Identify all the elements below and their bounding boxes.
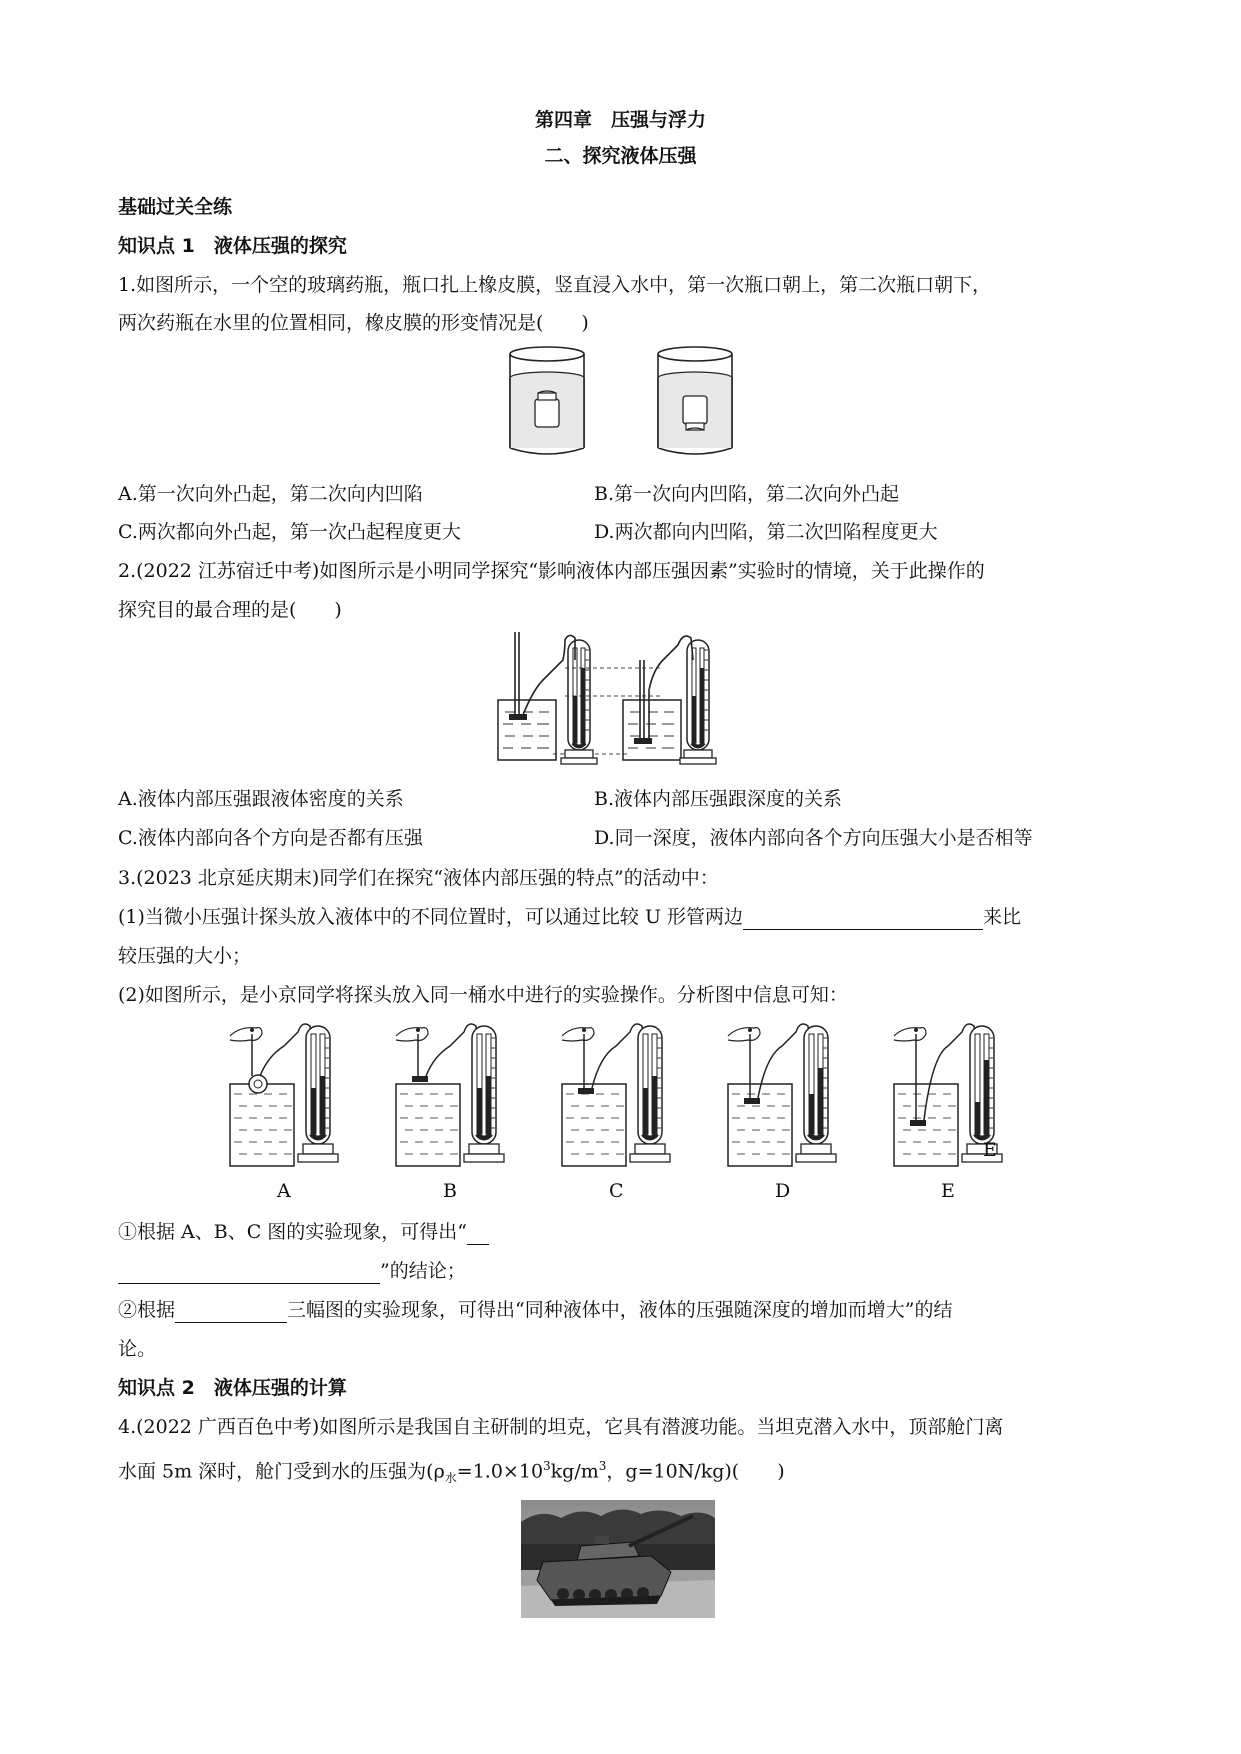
q3-sub1-text-b: ”的结论；	[380, 1260, 466, 1282]
q3-fig-label-c: C	[609, 1180, 624, 1202]
q3-panel-b	[396, 1024, 504, 1166]
q1-option-b[interactable]: B.第一次向内凹陷，第二次向外凸起	[594, 483, 900, 505]
q2-line1: 2.(2022 江苏宿迁中考)如图所示是小明同学探究“影响液体内部压强因素”实验时的情境，关于此操作的	[118, 560, 985, 582]
q3-fig-stray-e: E	[983, 1139, 997, 1161]
q4-sup-3: 3	[543, 1459, 551, 1473]
q3-sub1	[118, 1219, 489, 1245]
q3-fig-label-d: D	[775, 1180, 791, 1202]
q1-figure-beakers	[505, 344, 740, 462]
q3-part1-text-a: (1)当微小压强计探头放入液体中的不同位置时，可以通过比较 U 形管两边	[118, 906, 744, 928]
q3-sub2-cont: 论。	[118, 1338, 157, 1360]
q3-sub1-answer-blank[interactable]	[118, 1263, 380, 1284]
q4-sup-3b: 3	[598, 1459, 607, 1473]
q4-line2	[118, 1453, 785, 1491]
q4-text-a: 水面 5m 深时，舱门受到水的压强为(ρ	[118, 1460, 445, 1483]
q4-text-d: ，g=10N/kg)( )	[606, 1460, 785, 1483]
q2-option-d[interactable]: D.同一深度，液体内部向各个方向压强大小是否相等	[594, 827, 1033, 849]
q3-part1-cont: 较压强的大小；	[118, 945, 252, 967]
q3-part1-answer-blank[interactable]	[743, 909, 983, 930]
q4-text-b: =1.0×10	[456, 1460, 544, 1483]
knowledge-point-2: 知识点 2 液体压强的计算	[118, 1377, 347, 1399]
beaker-bottle-up	[510, 347, 584, 454]
q3-sub1-text-a: ①根据 A、B、C 图的实验现象，可得出“	[118, 1221, 468, 1243]
q3-part1-text-b: 来比	[983, 906, 1022, 928]
q1-option-c[interactable]: C.两次都向外凸起，第一次凸起程度更大	[118, 521, 461, 543]
beaker-bottle-down	[658, 347, 732, 454]
q3-fig-label-b: B	[443, 1180, 457, 1202]
q3-sub1-cont	[118, 1258, 466, 1284]
q3-part1	[118, 904, 1021, 930]
q1-option-d[interactable]: D.两次都向内凹陷，第二次凹陷程度更大	[594, 521, 938, 543]
q3-sub2-text-a: ②根据	[118, 1299, 176, 1321]
q3-sub2-answer-blank[interactable]	[175, 1302, 287, 1323]
q1-line1: 1.如图所示，一个空的玻璃药瓶，瓶口扎上橡皮膜，竖直浸入水中，第一次瓶口朝上，第二次瓶口朝下，	[118, 274, 992, 296]
q4-line1: 4.(2022 广西百色中考)如图所示是我国自主研制的坦克，它具有潜渡功能。当坦克潜入水中，顶部舱门离	[118, 1416, 1004, 1438]
q4-tank-photo	[521, 1500, 715, 1618]
q4-sub-water: 水	[444, 1471, 457, 1486]
q2-option-a[interactable]: A.液体内部压强跟液体密度的关系	[118, 788, 404, 810]
q3-fig-label-e: E	[941, 1180, 955, 1202]
q3-panel-c	[562, 1024, 670, 1166]
q2-option-c[interactable]: C.液体内部向各个方向是否都有压强	[118, 827, 423, 849]
q3-panel-a	[230, 1024, 338, 1166]
chapter-title: 第四章 压强与浮力	[534, 109, 706, 131]
q3-fig-label-a: A	[277, 1180, 291, 1202]
q1-option-a[interactable]: A.第一次向外凸起，第二次向内凹陷	[118, 483, 423, 505]
knowledge-point-1: 知识点 1 液体压强的探究	[118, 235, 347, 257]
part-heading: 基础过关全练	[118, 196, 233, 218]
q2-line2: 探究目的最合理的是( )	[118, 599, 342, 621]
q3-sub2-text-b: 三幅图的实验现象，可得出“同种液体中，液体的压强随深度的增加而增大”的结	[287, 1299, 953, 1321]
q3-part2: (2)如图所示，是小京同学将探头放入同一桶水中进行的实验操作。分析图中信息可知：	[118, 984, 848, 1006]
section-title: 二、探究液体压强	[544, 145, 697, 167]
q3-panel-d	[728, 1024, 836, 1166]
q2-option-b[interactable]: B.液体内部压强跟深度的关系	[594, 788, 843, 810]
q3-sub1-answer-blank-start[interactable]	[467, 1224, 489, 1245]
q3-line1: 3.(2023 北京延庆期末)同学们在探究“液体内部压强的特点”的活动中：	[118, 867, 719, 889]
q1-line2: 两次药瓶在水里的位置相同，橡皮膜的形变情况是( )	[118, 312, 589, 334]
q2-figure-pressure-gauges	[493, 630, 743, 770]
q3-sub2	[118, 1297, 952, 1323]
q4-text-c: kg/m	[550, 1460, 599, 1483]
q3-figure-probe-panels	[228, 1016, 1028, 1176]
